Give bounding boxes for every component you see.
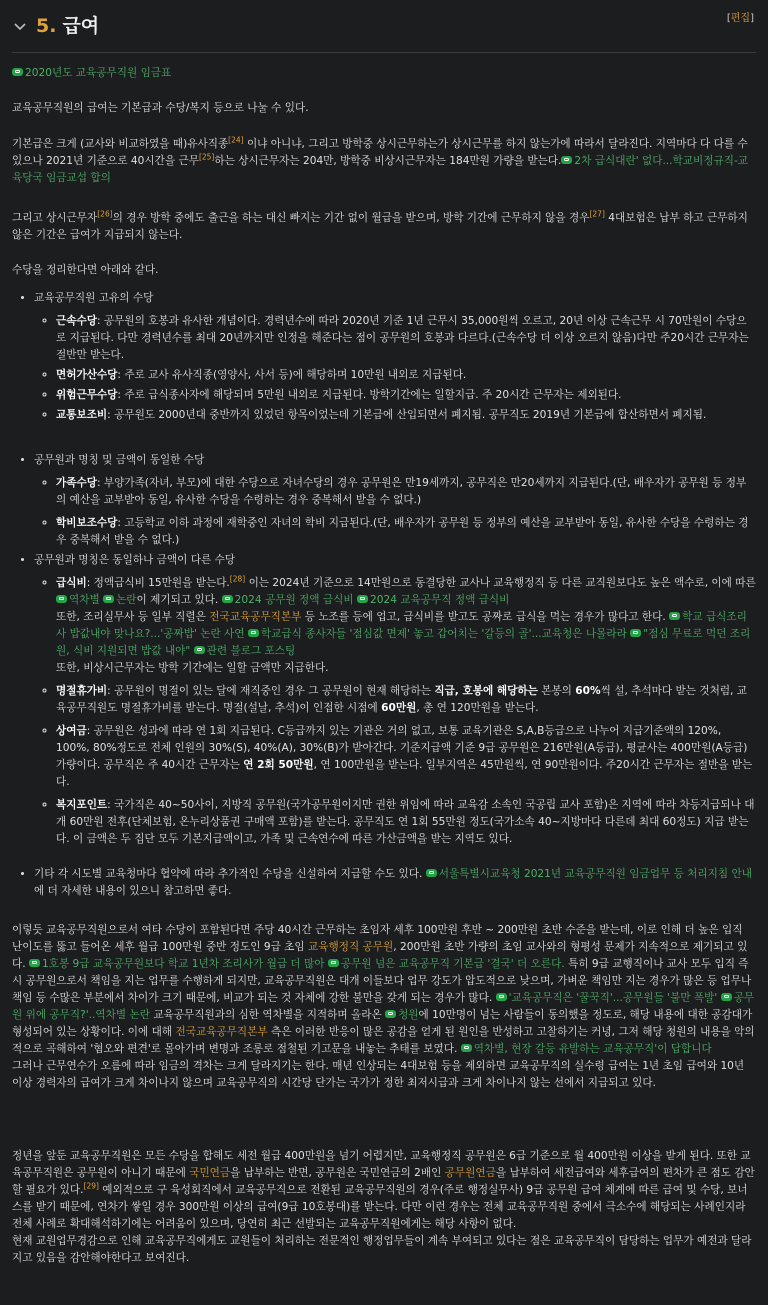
section-header[interactable] [12, 0, 756, 53]
link-icon [357, 595, 368, 603]
news-link[interactable]: 공무원 넘은 교육공무직 기본급 '결국' 더 오른다. [340, 958, 565, 970]
comparison-paragraph: 이렇듯 교육공무직원으로서 여타 수당이 포함된다면 주당 40시간 근무하는 초임자 세후 100만원 후반 ~ 200만원 초반 수준을 받는데, 이로 인해 더 높은 입직 난이도를 뚫고 들어온 세후 월급 100만원 중반 정도인 9급 초임 교육행정직 공무원, 200만원 초반 가량의 초임 교사와의 형평성 문제가 지속적으로 제기되고 있다. 1호봉 9급 교육공무원보다 학교 1년차 조리사가 월급 더 많아 공무원 넘은 교육공무직 기본급 '결국' 더 오른다. 특히 9급 교행직이나 교사 모두 입직 즉시 공무원으로서 책임을 지는 업무를 수행하게 되지만, 교육공무직원은 대개 이들보다 업무 강도가 압도적으로 낮으며, 가벼운 책임만 지는 경우가 많은 등 업무나 책임 등 수많은 부분에서 차이가 크기 때문에, 비교가 되는 것 자체에 강한 불만을 갖게 되는 경우가 많다. '교육공무직은 '꿀꾹직'...공무원들 '불만 폭발' 공무원 위에 공무직?'..역차별 논란 교육공무직원과의 심한 역차별을 지적하며 올라온 청원에 10만명이 넘는 사람들이 동의했을 정도로, 해당 내용에 대한 공감대가 형성되어 있는 상황이다. 이에 대해 전국교육공무직본부 측은 이러한 반응이 많은 공감을 얻게 된 원인을 반성하고 고찰하기는 커녕, 그저 해당 청원의 내용을 악의적으로 곡해하여 '혐오와 편견'로 몰아가며 변명과 조롱로 점철된 기고문을 내놓는 추태를 보였다. 역차별, 현장 갈등 유발하는 교육공무직'이 답합니다 그러나 근무연수가 오름에 따라 임금의 격차는 크게 달라지기는 한다. 매년 인상되는 4대보험 등을 제외하면 교육공무직의 실수령 급여는 1년 초임 급여와 10년 이상 경력자의 급여가 크게 차이나지 않으며 교육공무직의 시간당 단가는 국가가 정한 최저시급과 크게 차이나지 않는 선에서 지급되고 있다. [12, 924, 755, 1089]
news-link[interactable]: 학교 급식조리사 밥값내야 맞나요?...'공짜밥' 논란 사연 [56, 611, 747, 640]
link-icon [12, 68, 23, 76]
link-reverse-discrimination[interactable]: 역차별 [69, 594, 100, 606]
link-icon [222, 595, 233, 603]
base-salary-paragraph: 기본급은 크게 (교사와 비교하였을 때)유사직종[24] 이냐 아니냐, 그리고 방학중 상시근무하는가 상시근무를 하지 않는가에 따라서 달라진다. 지역마다 다 다를 수 있으나 2021년 기준으로 40시간을 근무[25]하는 상시근무자는 204만, 방학중 비상시근무자는 184만원 가량을 받는다. 2차 급식대란' 없다...학교비정규직-교육당국 임금교섭 합의 [12, 135, 749, 184]
edit-link[interactable]: [편집] [726, 13, 754, 24]
allowance-group-other [12, 866, 756, 902]
link-2024-edu-meal[interactable]: 2024 교육공무직 정액 급식비 [369, 594, 510, 606]
footnote-ref[interactable]: [25] [198, 152, 215, 162]
link-icon [29, 959, 40, 967]
footnote-ref[interactable]: [24] [228, 135, 244, 145]
list-item: ◦ 위험근무수당: 주로 급식종사자에 해당되며 5만원 내외로 지급된다. 방학기간에는 일할지급. 주 20시간 근무자는 제외된다. [56, 387, 756, 404]
list-item: ◦ 교통보조비: 공무원도 2000년대 중반까지 있었던 항목이었는데 기본급에 산입되면서 폐지됨. 공무직도 2019년 기본급에 합산하면서 폐지됨. [56, 407, 756, 424]
news-link[interactable]: 학교급식 종사자들 '점심값 면제' 놓고 갑어치는 '갈등의 골'...교육청은 나몰라라 [260, 628, 627, 640]
link-controversy[interactable]: 논란 [116, 594, 137, 606]
footnote-ref[interactable]: [27] [589, 209, 605, 219]
list-item: • 공무원과 명칭은 동일하나 금액이 다른 수당 ◦ 급식비: 정액급식비 15만원을 받는다.[28] 이는 2024년 기준으로 14만원으로 동결당한 교사나 교육행정직 등 다른 교직원보다도 높은 액수로, 이에 따른 역차별 논란이 제기되고 있다. 2024 공무원 정액 급식비 2024 교육공무직 정액 급식비 또한, 조리실무사 등 일부 직렬은 전국교육공무직본부 등 노조를 등에 업고, 급식비를 받고도 공짜로 급식을 먹는 경우가 많다고 한다. 학교 급식조리사 밥값내야 맞나요?...'공짜밥' 논란 사연 학교급식 종사자들 '점심값 면제' 놓고 갑어치는 '갈등의 골'...교육청은 나몰라라 "점심 무료로 먹던 조리원, 식비 지원되면 밥값 내야" 관련 블로그 포스팅 또한, 비상시근무자는 방학 기간에는 일할 금액만 지급한다. ◦ 명절휴가비: 공무원이 명절이 있는 달에 재직중인 경우 그 공무원이 현재 해당하는 직급, 호봉에 해당하는 본봉의 60%씩 설, 추석마다 받는 것처럼, 교육공무직원도 명절휴가비를 받는다. 명절(설날, 추석)이 인접한 시점에 60만원, 총 연 120만원을 받는다. ◦ 상여금: 공무원은 성과에 따라 연 1회 지급된다. C등급까지 있는 기관은 거의 없고, 보통 교육기관은 S,A,B등급으로 나누어 지급기준액의 120%, 100%, 80%정도로 전체 인원의 30%(S), 40%(A), 30%(B)가 받아간다. 기준지급액 기준 9급 공무원은 216만원(A등급), 평균사는 400만원(A등급) 가량이다. 공무직은 주 40시간 근무자는 연 2회 50만원, 연 100만원을 받는다. 일부지역은 45만원씩, 연 90만원이다. 주20시간 근무자는 절반을 받는다. ◦ 복지포인트: 국가직은 40~50사이, 지방직 공무원(국가공무원이지만 권한 위임에 따라 교육감 소속인 국공립 교사 포함)은 지역에 따라 차등지급되나 대개 60만원 전후(단체보험, 온누리상품권 구매액 포함)를 받는다. 공무직도 연 1회 55만원 정도(국가소속 40~지방마다 다른데 최대 60정도) 지급 받는다. 이 금액은 두 집단 모두 기본지급액이고, 가족 및 근속연수에 따른 가산금액을 받는 지역도 있다. [34, 552, 756, 848]
regular-worker-paragraph: 그리고 상시근무자[26]의 경우 방학 중에도 출근을 하는 대신 빠지는 기간 없이 월급을 받으며, 방학 기간에 근무하지 않을 경우[27] 4대보험은 납부 하고 근무하지 않은 기간은 급여가 지급되지 않는다. [12, 209, 748, 241]
link-national-pension[interactable]: 국민연금 [189, 1167, 231, 1179]
list-item: ◦ 복지포인트: 국가직은 40~50사이, 지방직 공무원(국가공무원이지만 권한 위임에 따라 교육감 소속인 국공립 교사 포함)은 지역에 따라 차등지급되나 대개 60만원 전후(단체보험, 온누리상품권 구매액 포함)를 받는다. 공무직도 연 1회 55만원 정도(국가소속 40~지방마다 다른데 최대 60정도) 지급 받는다. 이 금액은 두 집단 모두 기본지급액이고, 가족 및 근속연수에 따른 가산금액을 받는 지역도 있다. [56, 797, 756, 848]
link-icon [103, 595, 114, 603]
news-link[interactable]: 1호봉 9급 교육공무원보다 학교 1년차 조리사가 월급 더 많아 [41, 958, 325, 970]
chevron-down-icon[interactable] [12, 18, 28, 34]
news-link[interactable]: 역차별, 현장 갈등 유발하는 교육공무직'이 답합니다 [473, 1043, 712, 1055]
link-icon [461, 1044, 472, 1052]
list-item: ◦ 근속수당: 공무원의 호봉과 유사한 개념이다. 경력년수에 따라 2020년 기준 1년 근무시 35,000원씩 오르고, 20년 이상 근속근무 시 70만원이 수당으로 지급된다. 다만 경력년수를 최대 20년까지만 인정을 해준다는 점이 공무원의 호봉과 다르다.(근속수당 더 이상 오르지 않음)다만 주20시간 근무자는 절반만 받는다. [56, 313, 756, 364]
footnote-ref[interactable]: [28] [229, 574, 246, 584]
news-link[interactable]: "점심 무료로 먹던 조리원, 식비 지원되면 밥값 내야" [56, 628, 751, 657]
link-icon [426, 869, 437, 877]
list-item: ◦ 면허가산수당: 주로 교사 유사직종(영양사, 사서 등)에 해당하며 10만원 내외로 지급된다. [56, 367, 756, 384]
link-icon [561, 156, 572, 164]
link-icon [56, 595, 67, 603]
list-item: • 공무원과 명칭 및 금액이 동일한 수당 ◦ 가족수당: 부양가족(자녀, 부모)에 대한 수당으로 자녀수당의 경우 공무원은 만19세까지, 공무직은 만20세까지 지급된다.(단, 배우자가 공무원 등 정부의 예산을 교부받아 동일, 유사한 수당을 수령하는 경우 중복해서 받을 수 없다.) ◦ 학비보조수당: 고등학교 이하 과정에 재학중인 자녀의 학비 지급된다.(단, 배우자가 공무원 등 정부의 예산을 교부받아 동일, 유사한 수당을 수령하는 경우 중복해서 받을 수 없다.) [34, 452, 756, 549]
link-icon [496, 993, 507, 1001]
news-link[interactable]: 공무원 위에 공무직?'..역차별 논란 [12, 992, 755, 1021]
link-icon [669, 612, 680, 620]
list-item: ◦ 급식비: 정액급식비 15만원을 받는다.[28] 이는 2024년 기준으로 14만원으로 동결당한 교사나 교육행정직 등 다른 교직원보다도 높은 액수로, 이에 따른 역차별 논란이 제기되고 있다. 2024 공무원 정액 급식비 2024 교육공무직 정액 급식비 또한, 조리실무사 등 일부 직렬은 전국교육공무직본부 등 노조를 등에 업고, 급식비를 받고도 공짜로 급식을 먹는 경우가 많다고 한다. 학교 급식조리사 밥값내야 맞나요?...'공짜밥' 논란 사연 학교급식 종사자들 '점심값 면제' 놓고 갑어치는 '갈등의 골'...교육청은 나몰라라 "점심 무료로 먹던 조리원, 식비 지원되면 밥값 내야" 관련 블로그 포스팅 또한, 비상시근무자는 방학 기간에는 일할 금액만 지급한다. [56, 575, 756, 677]
link-union[interactable]: 전국교육공무직본부 [209, 611, 302, 623]
footnote-ref[interactable]: [29] [83, 1181, 99, 1191]
link-icon [385, 1010, 396, 1018]
footnote-ref[interactable]: [26] [97, 209, 113, 219]
list-item: • 교육공무직원 고유의 수당 ◦ 근속수당: 공무원의 호봉과 유사한 개념이다. 경력년수에 따라 2020년 기준 1년 근무시 35,000원씩 오르고, 20년 이상 근속근무 시 70만원이 수당으로 지급된다. 다만 경력년수를 최대 20년까지만 인정을 해준다는 점이 공무원의 호봉과 다르다.(근속수당 더 이상 오르지 않음)다만 주20시간 근무자는 절반만 받는다. ◦ 면허가산수당: 주로 교사 유사직종(영양사, 사서 등)에 해당하며 10만원 내외로 지급된다. ◦ 위험근무수당: 주로 급식종사자에 해당되며 5만원 내외로 지급된다. 방학기간에는 일할지급. 주 20시간 근무자는 제외된다. ◦ 교통보조비: 공무원도 2000년대 중반까지 있었던 항목이었는데 기본급에 산입되면서 폐지됨. 공무직도 2019년 기본급에 합산하면서 폐지됨. [34, 290, 756, 424]
intro-paragraph: 교육공무직원의 급여는 기본급과 수당/복지 등으로 나눌 수 있다. [12, 102, 309, 114]
list-item: ◦ 학비보조수당: 고등학교 이하 과정에 재학중인 자녀의 학비 지급된다.(단, 배우자가 공무원 등 정부의 예산을 교부받아 동일, 유사한 수당을 수령하는 경우 중복해서 받을 수 없다.) [56, 515, 756, 549]
list-item: ◦ 명절휴가비: 공무원이 명절이 있는 달에 재직중인 경우 그 공무원이 현재 해당하는 직급, 호봉에 해당하는 본봉의 60%씩 설, 추석마다 받는 것처럼, 교육공무직원도 명절휴가비를 받는다. 명절(설날, 추석)이 인접한 시점에 60만원, 총 연 120만원을 받는다. [56, 683, 756, 717]
allowance-intro: 수당을 정리한다면 아래와 같다. [12, 264, 159, 276]
section-title: 급여 [62, 14, 100, 37]
pension-paragraph: 정년을 앞둔 교육공무직원은 모든 수당을 합해도 세전 월급 400만원을 넘기 어렵지만, 교육행정직 공무원은 6급 기준으로 월 400만원 이상을 받게 된다. 또한 교육공무직원은 공무원이 아니기 때문에 국민연금을 납부하는 반면, 공무원은 국민연금의 2배인 공무원연금을 납부하여 세전급여와 세후급여의 편차가 큰 점도 감안할 필요가 있다.[29] 예외적으로 구 육성회직에서 교육공무직으로 전환된 교육공무직원의 경우(주로 행정실무사) 9급 공무원 급여 체계에 따른 급여 및 수당, 보너스를 받기 때문에, 연차가 쌓일 경우 300만원 이상의 급여(9급 10호봉대)를 받는다. 다만 이런 경우는 전체 교육공무직원 중에서 극소수에 해당되는 사례인지라 전체 사례로 확대해석하기에는 어려움이 있으며, 당연히 최근 선발되는 교육공무직원에게는 해당 사항이 없다. 현재 교원업무경감으로 인해 교육공무직에게도 교원들이 처리하는 전문적인 행정업무들이 계속 부여되고 있다는 점은 교육공무직이 담당하는 업무가 예전과 달라지고 있음을 감안해야한다고 보여진다. [12, 1150, 755, 1264]
link-union[interactable]: 전국교육공무직본부 [175, 1026, 268, 1038]
link-icon [721, 993, 732, 1001]
link-icon [194, 646, 205, 654]
list-item: • 기타 각 시도별 교육청마다 협약에 따라 추가적인 수당을 신설하여 지급할 수도 있다. 서울특별시교육청 2021년 교육공무직원 임금업무 등 처리지침 안내에 더 자세한 내용이 있으니 참고하면 좋다. [34, 866, 756, 900]
link-icon [248, 629, 259, 637]
link-civil-pension[interactable]: 공무원연금 [444, 1167, 496, 1179]
link-2024-civil-meal[interactable]: 2024 공무원 정액 급식비 [234, 594, 354, 606]
allowance-group-different [12, 552, 756, 850]
blog-link[interactable]: 관련 블로그 포스팅 [206, 645, 296, 657]
news-link[interactable]: 2차 급식대란' 없다...학교비정규직-교육당국 임금교섭 합의 [12, 155, 749, 184]
petition-link[interactable]: 청원 [398, 1009, 419, 1021]
list-item: ◦ 가족수당: 부양가족(자녀, 부모)에 대한 수당으로 자녀수당의 경우 공무원은 만19세까지, 공무직은 만20세까지 지급된다.(단, 배우자가 공무원 등 정부의 예산을 교부받아 동일, 유사한 수당을 수령하는 경우 중복해서 받을 수 없다.) [56, 475, 756, 509]
link-icon [328, 959, 339, 967]
link-icon [630, 629, 641, 637]
guideline-link[interactable]: 서울특별시교육청 2021년 교육공무직원 임금업무 등 처리지침 안내 [438, 868, 752, 880]
salary-table-link[interactable]: 2020년도 교육공무직원 임금표 [25, 67, 172, 79]
link-edu-admin[interactable]: 교육행정직 공무원 [308, 941, 394, 953]
salary-table-paragraph [12, 65, 756, 82]
allowance-group-unique [12, 290, 756, 426]
news-link[interactable]: '교육공무직은 '꿀꾹직'...공무원들 '불만 폭발' [508, 992, 718, 1004]
list-item: ◦ 상여금: 공무원은 성과에 따라 연 1회 지급된다. C등급까지 있는 기관은 거의 없고, 보통 교육기관은 S,A,B등급으로 나누어 지급기준액의 120%, 100%, 80%정도로 전체 인원의 30%(S), 40%(A), 30%(B)가 받아간다. 기준지급액 기준 9급 공무원은 216만원(A등급), 평균사는 400만원(A등급) 가량이다. 공무직은 주 40시간 근무자는 연 2회 50만원, 연 100만원을 받는다. 일부지역은 45만원씩, 연 90만원이다. 주20시간 근무자는 절반을 받는다. [56, 723, 756, 791]
allowance-group-same [12, 452, 756, 551]
section-number: 5. [36, 14, 57, 37]
